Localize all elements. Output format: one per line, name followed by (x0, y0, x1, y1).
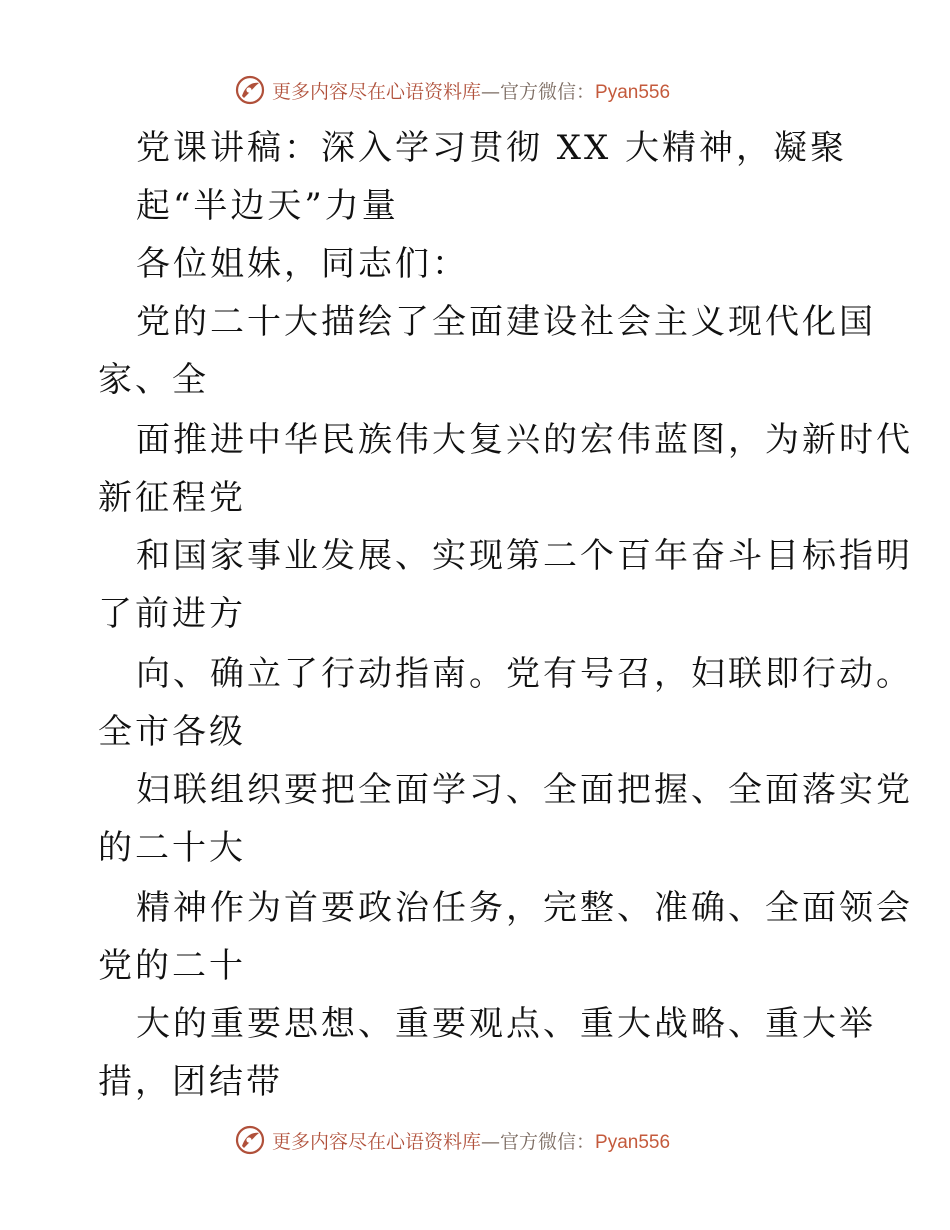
paragraph-line: 措，团结带 (98, 1062, 283, 1102)
paragraph-line: 家、全 (98, 360, 209, 400)
watermark-brand: 更多内容尽在心语资料库 (272, 80, 482, 103)
watermark-brand: 更多内容尽在心语资料库 (272, 1130, 482, 1153)
watermark-wechat-label: 官方微信： (500, 80, 596, 103)
document-title-line-2: 起“半边天”力量 (136, 186, 399, 226)
paragraph-line: 和国家事业发展、实现第二个百年奋斗目标指明 (136, 536, 913, 576)
paragraph-line: 的二十大 (98, 828, 246, 868)
watermark-banner-bottom (234, 1122, 670, 1158)
paragraph-line: 了前进方 (98, 594, 246, 634)
paragraph-line: 妇联组织要把全面学习、全面把握、全面落实党 (136, 770, 913, 810)
paragraph-line: 全市各级 (98, 712, 246, 752)
paragraph-line: 大的重要思想、重要观点、重大战略、重大举 (136, 1004, 876, 1044)
paragraph-line: 精神作为首要政治任务，完整、准确、全面领会 (136, 888, 913, 928)
watermark-separator: — (481, 1130, 501, 1153)
watermark-wechat-label: 官方微信： (500, 1130, 596, 1153)
watermark-wechat-id: Pyan556 (595, 1131, 671, 1153)
paragraph-line: 面推进中华民族伟大复兴的宏伟蓝图，为新时代 (136, 420, 913, 460)
document-title-line-1: 党课讲稿：深入学习贯彻 XX 大精神，凝聚 (136, 128, 848, 168)
watermark-text (272, 1127, 670, 1154)
paragraph-line: 向、确立了行动指南。党有号召，妇联即行动。 (136, 654, 913, 694)
paragraph-line: 党的二十 (98, 946, 246, 986)
document-salutation: 各位姐妹，同志们： (136, 244, 469, 284)
watermark-text (272, 77, 670, 104)
watermark-wechat-id: Pyan556 (595, 81, 671, 103)
logo-seal-icon (234, 1124, 266, 1156)
logo-seal-icon (234, 74, 266, 106)
watermark-separator: — (481, 80, 501, 103)
paragraph-line: 党的二十大描绘了全面建设社会主义现代化国 (136, 302, 876, 342)
watermark-banner-top (234, 72, 670, 108)
paragraph-line: 新征程党 (98, 478, 246, 518)
